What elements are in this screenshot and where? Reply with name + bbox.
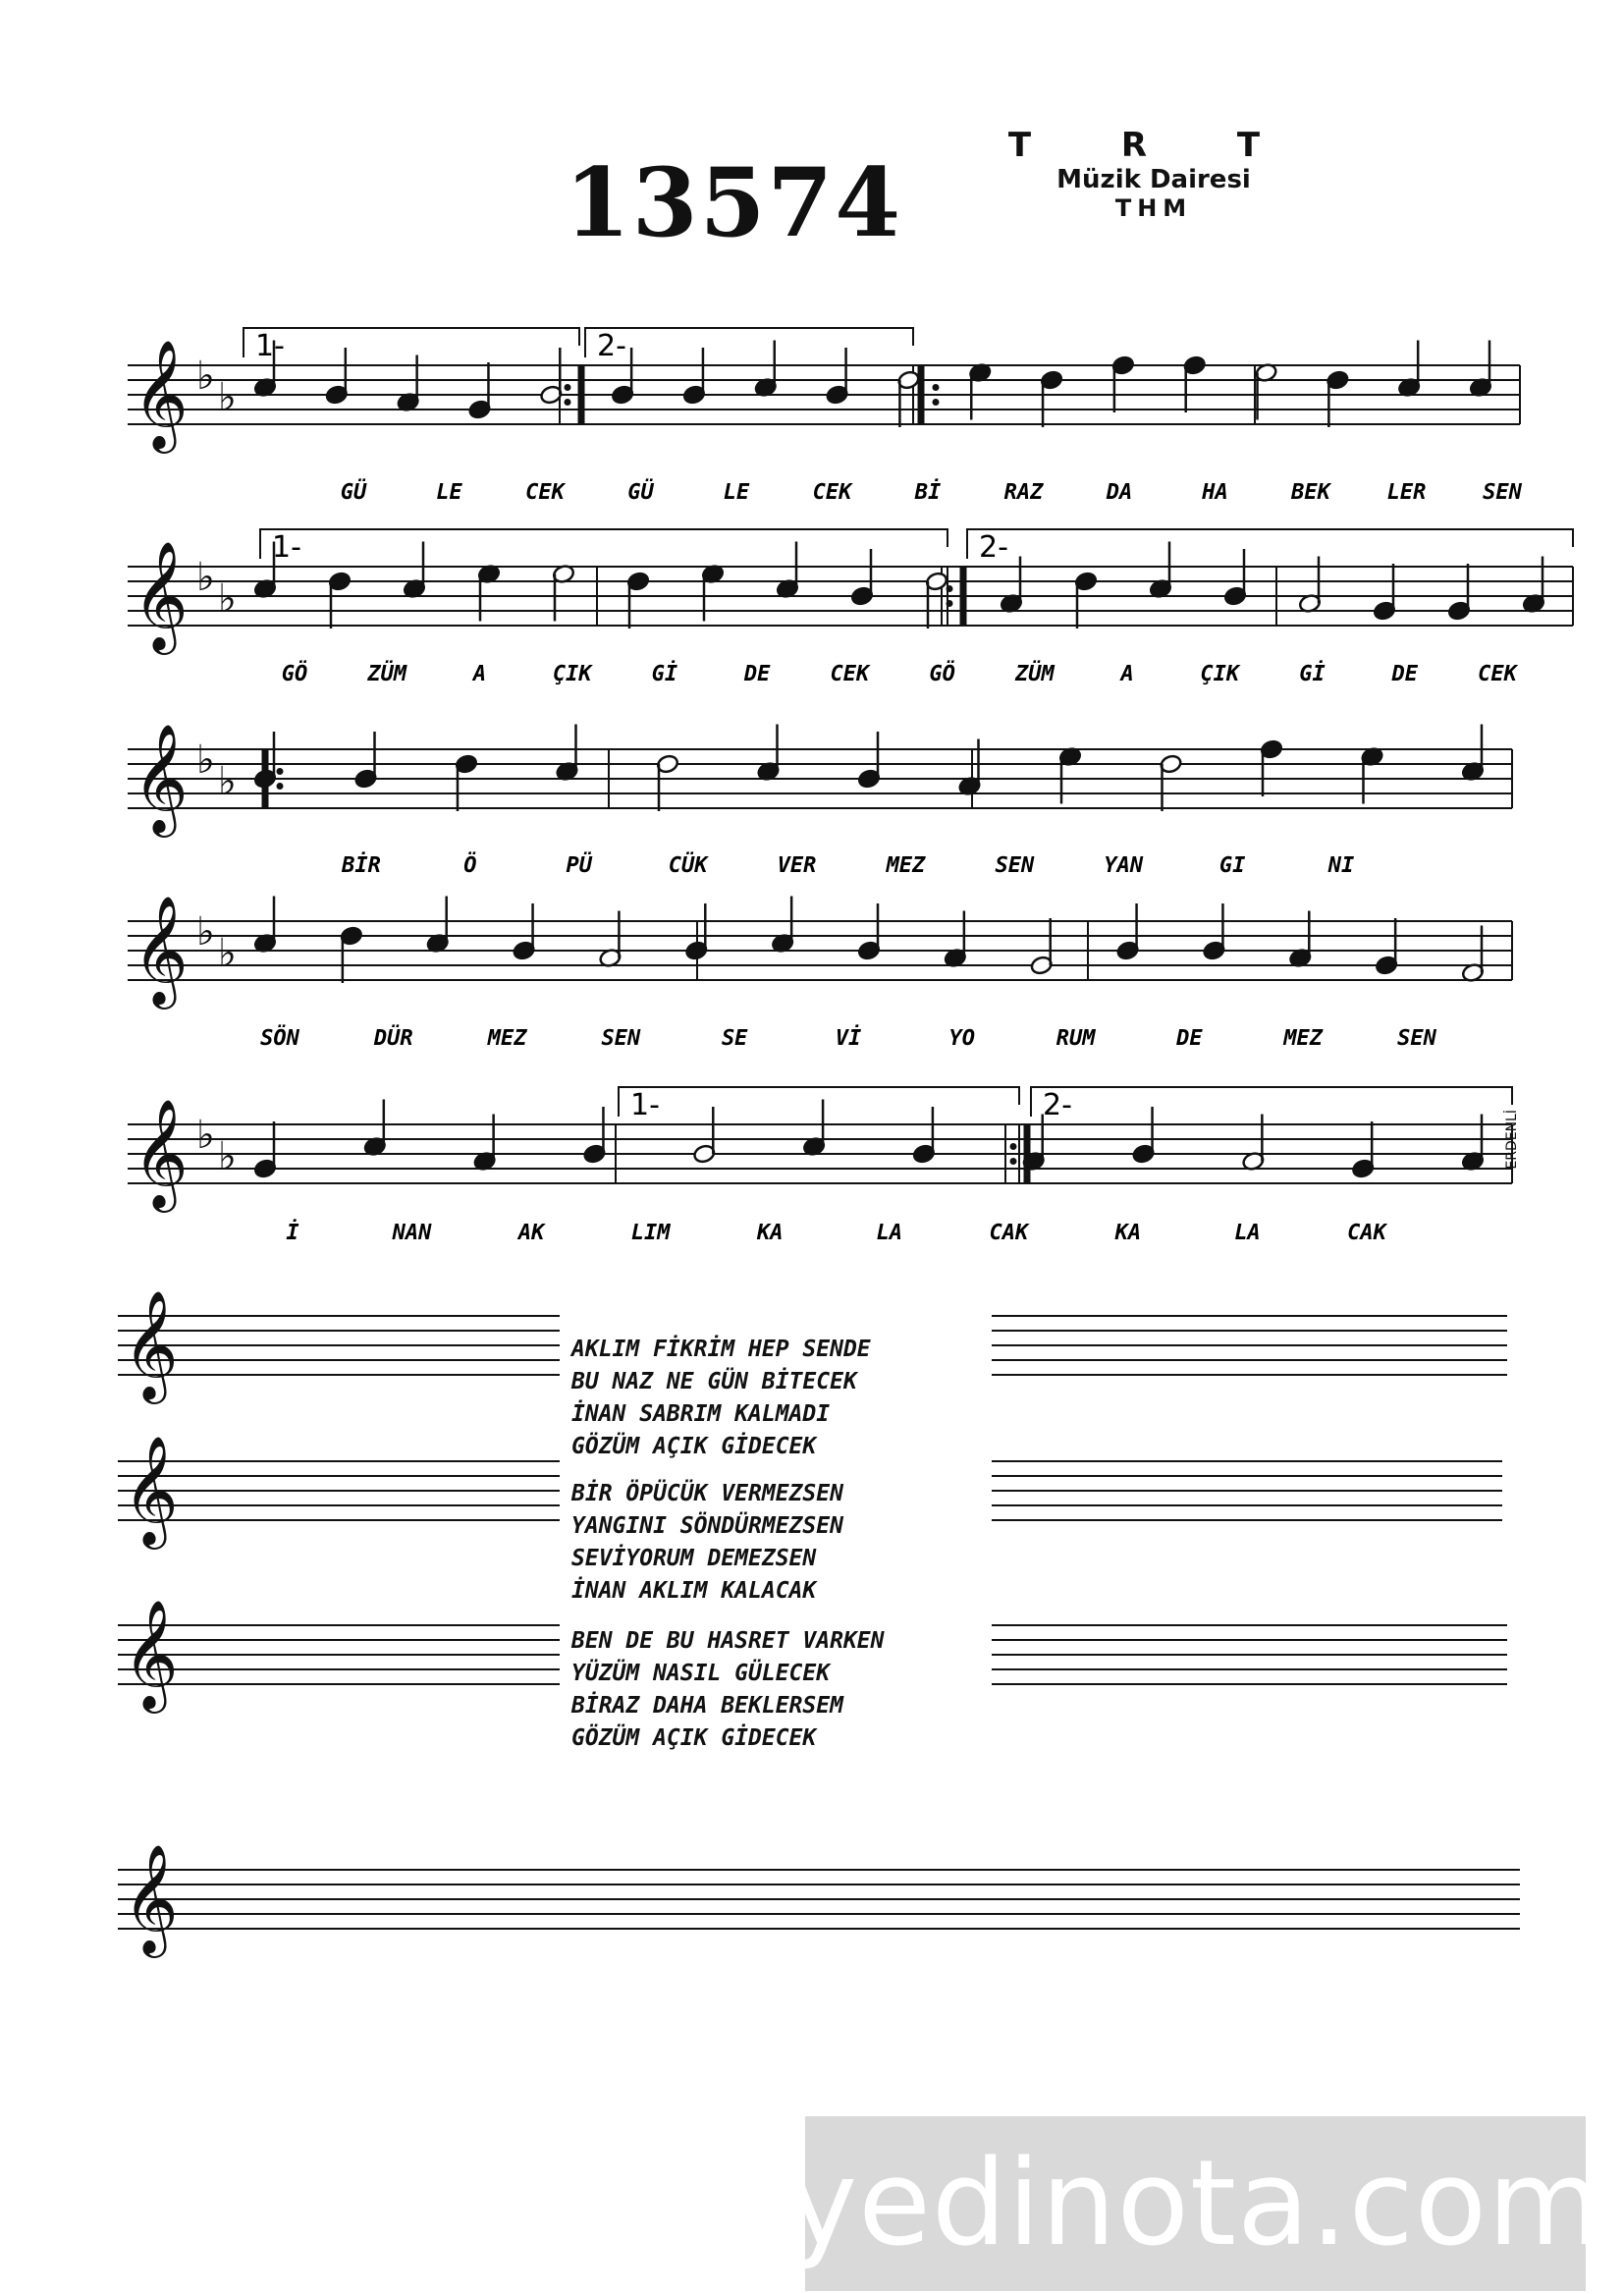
lyric-syllable: SÖN — [260, 1026, 299, 1051]
volta-label: 2- — [1043, 1088, 1072, 1122]
lyric-syllable: MEZ — [487, 1026, 527, 1051]
lyric-syllable: RUM — [1056, 1026, 1096, 1051]
flat-sign-icon: ♭ — [196, 909, 215, 955]
repeat-dot — [1010, 1158, 1017, 1165]
treble-clef-icon: 𝄞 — [133, 339, 189, 449]
repeat-dot — [565, 384, 571, 391]
watermark-text: yedinota.com — [787, 2135, 1603, 2272]
volta-bracket — [260, 529, 947, 559]
treble-clef-icon: 𝄞 — [133, 540, 189, 650]
verse-1 — [571, 1334, 871, 1463]
flat-sign-icon: ♭ — [196, 354, 215, 399]
treble-clef-icon: 𝄞 — [133, 1098, 189, 1208]
lyric-syllable: BEK — [1291, 480, 1330, 505]
verse-line: İNAN AKLIM KALACAK — [571, 1578, 817, 1604]
flat-sign-icon: ♭ — [196, 1113, 215, 1158]
verse-line: SEVİYORUM DEMEZSEN — [571, 1546, 817, 1571]
lyric-syllable: LIM — [630, 1221, 671, 1245]
lyric-syllable: CEK — [1478, 662, 1517, 686]
volta-label: 1- — [630, 1088, 660, 1122]
lyric-syllable: KA — [1114, 1221, 1142, 1245]
lyric-syllable: LA — [1234, 1221, 1261, 1245]
lyric-syllable: YAN — [1104, 853, 1144, 878]
verse-line: BU NAZ NE GÜN BİTECEK — [571, 1369, 857, 1394]
flat-sign-icon: ♭ — [218, 576, 237, 622]
stamp-line-1: T R T — [1007, 126, 1300, 165]
lyric-syllable: ÇIK — [1200, 662, 1240, 686]
lyric-syllable: A — [472, 662, 487, 686]
lyric-syllable: LER — [1386, 480, 1427, 505]
lyric-syllable: LE — [723, 480, 750, 505]
volta-bracket — [619, 1087, 1019, 1117]
lyric-syllable: DA — [1106, 480, 1133, 505]
lyric-syllable: HA — [1202, 480, 1228, 505]
repeat-dot — [947, 600, 953, 607]
lyric-syllable: GÖ — [929, 662, 955, 686]
volta-bracket — [585, 328, 913, 357]
volta-bracket — [1031, 1087, 1512, 1117]
lyric-syllable: BİR — [342, 853, 381, 878]
stamp-line-3: THM — [1114, 194, 1193, 222]
lyric-syllable: LA — [876, 1221, 903, 1245]
repeat-dot — [933, 384, 940, 391]
verse-line: YÜZÜM NASIL GÜLECEK — [571, 1661, 831, 1686]
watermark-banner — [787, 2116, 1603, 2291]
treble-clef-icon: 𝄞 — [123, 1289, 179, 1399]
lyric-syllable: GÜ — [627, 480, 654, 505]
lyric-syllable: DE — [1176, 1026, 1203, 1051]
stamp-line-2: Müzik Dairesi — [1056, 165, 1251, 194]
treble-clef-icon: 𝄞 — [133, 895, 189, 1005]
flat-sign-icon: ♭ — [218, 1134, 237, 1179]
lyric-syllable: NI — [1327, 853, 1355, 878]
repeat-dot — [1010, 1143, 1017, 1150]
lyric-syllable: DE — [743, 662, 771, 686]
lyric-syllable: A — [1120, 662, 1134, 686]
volta-label: 2- — [979, 530, 1008, 565]
lyric-syllable: Bİ — [914, 480, 942, 505]
treble-clef-icon: 𝄞 — [123, 1843, 179, 1953]
lyric-syllable: CAK — [989, 1221, 1029, 1245]
verse-3 — [571, 1625, 885, 1755]
lyric-syllable: DE — [1391, 662, 1419, 686]
verse-line: İNAN SABRIM KALMADI — [571, 1401, 831, 1427]
catalog-number: 13574 — [565, 147, 902, 258]
arranger-signature: ERDENLİ — [1504, 1110, 1520, 1170]
volta-label: 1- — [255, 329, 285, 363]
volta-label: 2- — [597, 329, 626, 363]
flat-sign-icon: ♭ — [218, 931, 237, 976]
treble-clef-icon: 𝄞 — [123, 1435, 179, 1545]
lyric-syllable: MEZ — [886, 853, 926, 878]
volta-bracket — [967, 529, 1573, 559]
verse-line: GÖZÜM AÇIK GİDECEK — [571, 1434, 817, 1459]
flat-sign-icon: ♭ — [196, 555, 215, 600]
verse-2 — [571, 1478, 843, 1608]
lyric-syllable: Ö — [463, 853, 477, 878]
lyric-syllable: CEK — [525, 480, 565, 505]
lyric-syllable: SEN — [1483, 480, 1522, 505]
repeat-dot — [947, 585, 953, 592]
lyric-syllable: İ — [286, 1221, 299, 1245]
lyric-syllable: GI — [1218, 853, 1246, 878]
verse-line: GÖZÜM AÇIK GİDECEK — [571, 1725, 817, 1751]
lyric-syllable: YO — [948, 1026, 976, 1051]
lyric-syllable: PÜ — [566, 853, 593, 878]
lyric-syllable: ÇIK — [552, 662, 592, 686]
lyric-syllable: VER — [777, 853, 817, 878]
lyric-syllable: NAN — [392, 1221, 432, 1245]
flat-sign-icon: ♭ — [218, 759, 237, 804]
verse-line: BİR ÖPÜCÜK VERMEZSEN — [571, 1481, 843, 1506]
flat-sign-icon: ♭ — [196, 737, 215, 783]
lyric-syllable: MEZ — [1283, 1026, 1324, 1051]
lyric-syllable: SE — [721, 1026, 748, 1051]
lyric-syllable: GÖ — [281, 662, 308, 686]
lyric-syllable: SEN — [601, 1026, 641, 1051]
lyric-syllable: ZÜM — [1014, 662, 1055, 686]
verse-line: BİRAZ DAHA BEKLERSEM — [571, 1693, 843, 1719]
verse-line: AKLIM FİKRİM HEP SENDE — [571, 1337, 871, 1362]
volta-bracket — [244, 328, 579, 357]
lyric-syllable: LE — [436, 480, 462, 505]
lyric-syllable: Gİ — [651, 662, 678, 686]
repeat-dot — [277, 768, 284, 775]
volta-label: 1- — [272, 530, 301, 565]
lyric-syllable: Gİ — [1299, 662, 1326, 686]
lyric-syllable: GÜ — [340, 480, 367, 505]
lyric-syllable: Vİ — [835, 1026, 862, 1051]
lyric-syllable: CEK — [830, 662, 870, 686]
treble-clef-icon: 𝄞 — [123, 1599, 179, 1709]
lyric-syllable: KA — [756, 1221, 784, 1245]
lyric-syllable: ZÜM — [367, 662, 407, 686]
repeat-dot — [933, 399, 940, 406]
verse-line: BEN DE BU HASRET VARKEN — [571, 1628, 885, 1654]
repeat-dot — [565, 399, 571, 406]
lyric-syllable: CEK — [812, 480, 852, 505]
flat-sign-icon: ♭ — [218, 375, 237, 420]
lyric-syllable: SEN — [995, 853, 1035, 878]
lyric-syllable: CAK — [1347, 1221, 1386, 1245]
repeat-dot — [277, 783, 284, 790]
lyric-syllable: AK — [517, 1221, 545, 1245]
lyric-syllable: SEN — [1397, 1026, 1436, 1051]
lyric-syllable: CÜK — [668, 853, 708, 878]
treble-clef-icon: 𝄞 — [133, 723, 189, 833]
lyric-syllable: RAZ — [1003, 480, 1044, 505]
lyric-syllable: DÜR — [373, 1026, 413, 1051]
verse-line: YANGINI SÖNDÜRMEZSEN — [571, 1513, 843, 1539]
